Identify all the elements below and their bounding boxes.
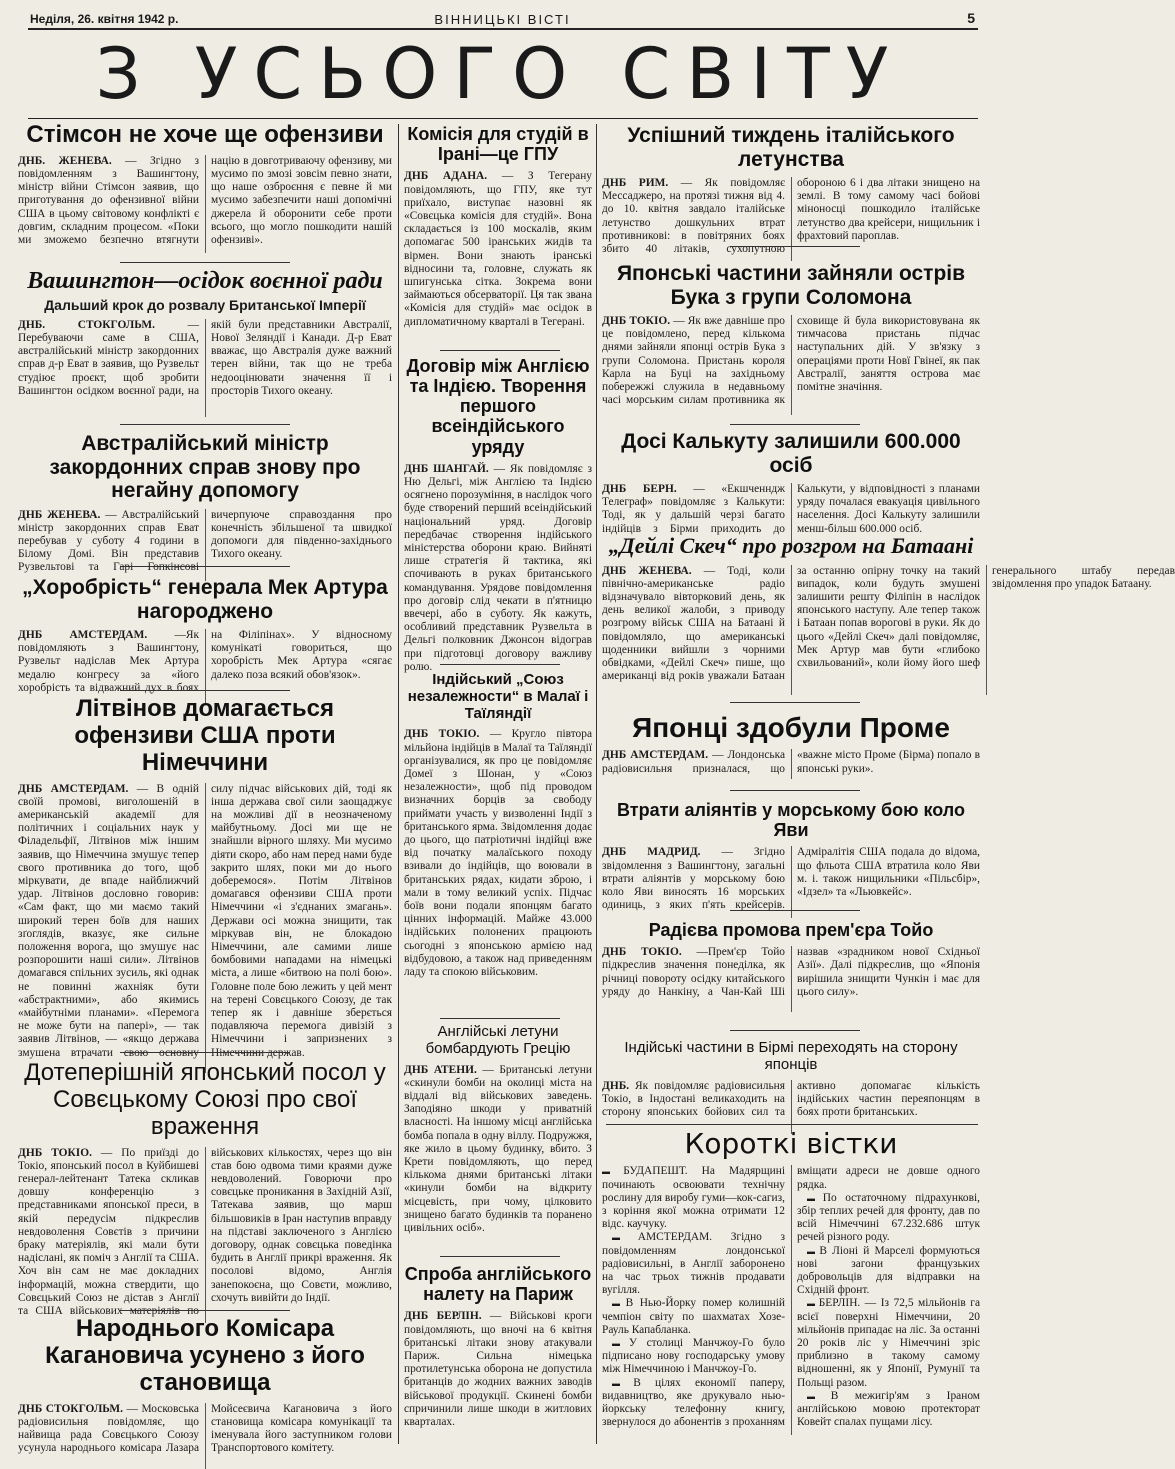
article-kaganovich — [18, 1315, 392, 1455]
article-body — [18, 1403, 392, 1469]
divider — [120, 1052, 290, 1053]
body-text: — Британські летуни «скинули бомби на околиці міста на віддалі від військових заведень. Заподіяно шкоди у приватній власності. На іншому місці англійська бомба попала в одну віллу. Подружжя, яке жило в цьому будинку, вбито. З Крети повідомляють, що перед кількома днями британські літаки «кинули бомби на відкриту місцевість, при чому, цілковито знищено багато будинків та поранено цивільних осіб». — [404, 1063, 592, 1235]
dateline: ДНБ РИМ. — [602, 177, 669, 190]
body-text: — Як повідомляє з Ню Дельгі, між Англією та Індією осягнено порозуміння, в наслідок чого буде створений перший всеіндійський національний уряд. Договір передбачає створення індійського міністерства оборони краю. Вийняті лише стратегія й тактика, які спочивають в руках британського командування. Урядове повідомлення про договір слід чекати в п'ятницю ввечері, або в суботу. Як кажуть, особливий представник Рузвельта в Дельгі полковник Джонсон відограв при підготовці договору важливу ролю. — [404, 462, 592, 673]
divider — [730, 910, 860, 911]
dateline: ДНБ ТОКІО. — [602, 946, 682, 959]
body-text: — Перебуваючи саме в США, австралійський міністр закордонних справ д-р Еват в заявив, що Рузвельт студіює проєкт, щоб зробити Вашингтон осідком воєнної ради, на якій були представники Австралії, Нової Зеляндії і Канади. Д-р Еват вважає, що Австралія дуже важний терен війни, так що не треба недооцінювати значення її і просторів Тихого океану. — [18, 318, 392, 397]
article-burma — [602, 1040, 980, 1122]
headline: Англійські летуни бомбардують Грецію — [425, 1023, 571, 1057]
article-short-news — [602, 1128, 980, 1446]
headline: Спроба англійського налету на Париж — [404, 1264, 592, 1305]
divider — [730, 246, 860, 247]
headline: „Хоробрість“ генерала Мек Артура нагороджено — [22, 576, 388, 623]
headline: Короткі вістки — [684, 1127, 898, 1160]
divider — [440, 350, 560, 351]
article-body — [18, 629, 392, 703]
headline: Японські частини зайняли острів Бука з групи Соломона — [616, 262, 966, 309]
body-text: — Як вже давніше про це повідомлено, перед кількома днями зайняли японці острів Бука з групи Соломона. Пристань короля Карла на Буці на західньому побережжі служила в недавньому часі морським силам противника як сховище й була використовувана як тимчасова пристань підчас наступальних дій. У зв'язку з операціями проти Новї Гвінеї, як пак Австралії, заняття острова має помітне значіння. — [602, 315, 980, 407]
body-text: — Тоді, коли північно-американське радіо відзначувало вівторковий день, як день великої жалоби, з приводу розгрому військ США на Батаані й повідомляло, що американські щоденники вийшли з чорними обвідками, «Дейлі Скеч» пише, що американці від років уважали Батаан за останню опірну точку на такий випадок, коли будуть змушені залишити решту Філіпін в наслідок японського наступу. Але тепер також і Батаан попав ворогові в руки. Як до цього «Дейлі Скеч» далі повідомляє, Мек Артур мав бути «глибоко схвильований», коли йому його шеф генерального штабу передав звідомлення про упадок Батаану. — [602, 564, 1175, 683]
divider — [730, 790, 860, 791]
article-australia — [18, 432, 392, 574]
body-text: — Лондонська радіовисильня призналася, що «важне місто Проме (Бірма) попало в японські руки». — [602, 749, 980, 775]
article-body — [404, 728, 592, 1024]
divider — [120, 1310, 290, 1311]
dateline: ДНБ. — [602, 1079, 630, 1092]
paper-name: ВІННИЦЬКІ ВІСТІ — [434, 12, 571, 27]
headline: Комісія для студій в Ірані—це ГПУ — [407, 124, 589, 165]
short-news-item: ▬ В Ліоні й Марселі формуються нові загони французьких добровольців для відправки на Східній фронт. — [797, 1245, 980, 1298]
article-paris — [404, 1264, 592, 1446]
article-body — [18, 1147, 392, 1323]
headline: Стімсон не хоче ще офензиви — [26, 121, 384, 148]
divider — [120, 262, 290, 263]
headline: Індійські частини в Бірмі переходять на сторону японців — [624, 1039, 958, 1073]
page-number: 5 — [967, 10, 975, 26]
body-text: — В одній своїй промові, виголошеній в американській академії для політичних і соціальних наук у Філадельфії, Літвінов між іншим заявив, що Німеччина змушує тепер свого противника до того, щоб міркувати, де впаде найближчий удар. Літвінов дословно говорив: «Сам факт, що ми маємо такий широкий терен боїв для наших зґоглядів, вказує, яке сильне положення ворога, що змушує нас розпорошити наші сили». Літвінов домагався спільних зусиль, які однак не повинні жахніяк бути «абстрактними», або якимись «майбутніми планами». «Перемога не може бути на папері», — так заявив Літвінов, — «якщо держава змушена втрачати свою основну силу підчас військових дій, тоді як інша держава свої сили заощаджує на можливі дії в неозначеному майбутньому. Досі ми ще не знайшли вірного шляху. Ми мусимо діяти скоро, або нам перед нами буде закрито шлях, поки ми до нього доберемося». Потім Літвінов домагався офензиви США проти Німеччини «і з'єднаних змагань». Держави осі можна знищити, так міркував він, не блокадою Німеччини, але самими лише бомбовими нападами на німецькі міста, а лише «битвою на полі бою». Головне поле бою лежить у цей мент на терені Совєцького Союзу, де так тепер як і давніше зберється подавляюча перемога дивізій з Німеччини і запризнених з Німеччини держав. — [18, 782, 392, 1059]
short-news-list — [602, 1165, 980, 1435]
column-divider-1 — [398, 124, 399, 1444]
divider — [730, 424, 860, 425]
article-japan-envoy — [18, 1059, 392, 1318]
section-title: З УСЬОГО СВІТУ — [95, 33, 905, 115]
article-stimson — [18, 122, 392, 262]
dateline: ДНБ БЕРЛІН. — [404, 1310, 482, 1323]
article-bataan — [602, 533, 1175, 698]
dateline: ДНБ АТЕНИ. — [404, 1063, 477, 1076]
dateline: ДНБ АМСТЕРДАМ. — [18, 782, 129, 795]
headline: Вашингтон—осідок воєнної ради — [27, 268, 383, 294]
article-body — [602, 749, 980, 779]
article-body — [602, 177, 980, 261]
headline: Досі Калькуту залишили 600.000 осіб — [621, 430, 961, 477]
body-text: —Прем'єр Тойо підкреслив значення понеділка, як річниці повороту осідку китайського уряду до Нанкіну, а Чан-Кай Ші назвав «зрадником нової Східньої Азії». Далі підкреслив, що «Японія вирішила знищити Чункін і має для цього силу». — [602, 946, 980, 998]
divider — [440, 1018, 560, 1019]
body-text: — Кругло півтора мільйона індійців в Малаї та Таїляндії організувалися, як про це повідомляє Домеї з Шонан, у «Союз незалежности», щоб під проводом визначних борців за свободу приймати участь у визволенні Індії з британського ярма. Звідомлення додає до цього, що патріотичні індійці вже від початку малаїського походу взивали до індійців, що воювали в британських рядах, кидати зброю, і мали в тому великий успіх. Підчас боїв вони подали японцям багато цінних інформацій. Майже 43.000 індійських полонених працюють сьогодні з японською армією над відбудовою, а також над приведенням ладу та спокою військовим. — [404, 728, 592, 979]
masthead-rule — [28, 28, 978, 30]
divider — [606, 1124, 978, 1125]
article-calcutta — [602, 430, 980, 535]
short-news-item: ▬ По остаточному підрахункові, збір теплих речей для фронту, дав по всій Німеччині 67.232.686 штук речей різного роду. — [797, 1192, 980, 1245]
headline: Літвінов домагається офензиви США проти Німеччини — [74, 695, 336, 776]
dateline: ДНБ ЖЕНЕВА. — [18, 508, 101, 521]
article-body — [18, 783, 392, 1073]
headline: Успішний тиждень італійського летунства — [627, 124, 955, 171]
article-washington — [18, 268, 392, 420]
article-java — [602, 800, 980, 910]
article-body — [18, 319, 392, 417]
headline: Втрати аліянтів у морському бою коло Яви — [617, 800, 965, 841]
article-india-union — [404, 672, 592, 1012]
article-body — [602, 1080, 980, 1134]
article-body — [18, 155, 392, 253]
divider — [120, 424, 290, 425]
short-news-item: ▬ В цілях економії паперу, видавництво, яке друкувало нью-йоркську телефонну книгу, звернулося до абонентів з проханням вміщати адреси не довше одного рядка. — [602, 1165, 980, 1429]
body-text: — Згідно з повідомленням з Вашингтону, міністр війни Стімсон заявив, що приготування до офензивної війни США в цьому світовому конфлікті є довгим, складним процесом. «Поки ми зможемо безпечно втягнути націю в довготриваючу офензиву, ми мусимо по змозі зовсім певно знати, що наше озброєння є певне й ми мусимо забезпечити наші допомічні джерела й оборонити себе проти всього, що могло пошкодити нашій офензиві». — [18, 154, 392, 247]
divider — [730, 702, 860, 703]
article-body — [602, 946, 980, 1012]
article-india-treaty — [404, 356, 592, 673]
body-text: —Як повідомляють з Вашингтону, Рузвельт надіслав Мек Артура медалю конгресу за «його хоробрість та відважний дух в боях на Філіпінах». У відносному комунікаті говориться, що хоробрість Мек Артура «сягає далеко поза всякий обов'язок». — [18, 629, 392, 694]
article-litvinov — [18, 695, 392, 1059]
body-text: — Австралійський міністр закордонних справ Еват перебував у суботу 4 години в Білому Домі. Він представив Рузвельтові та Гарі Гопкінсові вичерпуюче справоздання про конечність збільшеної та швидкої допомоги для південно-західнього Тихого океану. — [18, 508, 392, 574]
article-tojo — [602, 920, 980, 1022]
dateline: ДНБ МАДРИД. — [602, 846, 701, 859]
body-text: Як повідомляє радіовисильня Токіо, в Індостані великаходить на сторону японських бойових сил та активно допомагає кількість індійських частин переяпонцям в боях проти британських. — [602, 1079, 980, 1118]
subheadline: Дальший крок до розвалу Британської Імперії — [44, 296, 366, 313]
headline: „Дейлі Скеч“ про розгром на Батаані — [608, 533, 974, 558]
article-body — [602, 846, 980, 918]
dateline: ДНБ ЖЕНЕВА. — [602, 564, 692, 577]
body-text: — «Екшченндж Телеграф» повідомляє з Калькути: Тоді, як у дальшій черзі багато індійців з Бірми приходить до Калькути, у відповідності з планами уряду почалася евакуація цивільного населення. Досі Калькуту залишили менш-більш 600.000 осіб. — [602, 483, 980, 535]
dateline: ДНБ ТОКІО. — [602, 315, 671, 328]
short-news-item: ▬ БЕРЛІН. — Із 72,5 мільйонів га всієї поверхні Німеччини, 20 мільйонів припадає на ліс. За останні 20 років ліс у Німеччині зріс приблизно в такому самому відношенні, як у Японії, Румунії та Польщі разом. — [797, 1297, 980, 1389]
headline: Договір між Англією та Індією. Творення першого всеіндійського уряду — [406, 356, 590, 457]
divider — [440, 664, 560, 665]
headline: Індійський „Союз незалежности“ в Малаї і Таїляндії — [407, 671, 589, 722]
dateline: ДНБ ШАНГАЙ. — [404, 462, 489, 475]
divider — [730, 1030, 860, 1031]
section-rule — [28, 118, 978, 119]
dateline: ДНБ БЕРН. — [602, 483, 677, 496]
article-macarthur — [18, 576, 392, 694]
article-body — [602, 315, 980, 415]
divider — [440, 1256, 560, 1257]
dateline: ДНБ СТОКГОЛЬМ. — [18, 1402, 123, 1415]
body-text: — Згідно звідомлення з Вашингтону, загальні втрати аліянтів у морському бою коло Яви виносять 16 морських одиниць, з яких п'ять крейсерів. Адміралітія США подала до відома, що фльота США втратила коло Яви м. і. також нищильники «Пільсбір», «Ідзел» та «Льювкейс». — [602, 846, 980, 912]
article-italian — [602, 124, 980, 256]
headline: Дотеперішній японський посол у Совєцькому Союзі про свої враження — [24, 1059, 386, 1140]
issue-date: Неділя, 26. квітня 1942 р. — [30, 12, 179, 26]
body-text: — Військові кроги повідомляють, що вночі на 6 квітня британські літаки знову атакували Париж. Сильна німецька протилетунська оборона не допустила британців до жодних важних заводів військової продукції. Скинені бомби спричинили лише шкоди в житлових кварталах. — [404, 1310, 592, 1428]
headline: Японці здобули Проме — [632, 712, 950, 743]
article-prome — [602, 712, 980, 788]
article-iran — [404, 124, 592, 346]
article-greece — [404, 1024, 592, 1252]
article-body — [404, 1064, 592, 1250]
dateline: ДНБ. ЖЕНЕВА. — [18, 154, 112, 167]
divider — [120, 690, 290, 691]
headline: Народнього Комісара Кагановича усунено з його становища — [45, 1315, 365, 1396]
dateline: ДНБ. СТОКГОЛЬМ. — [18, 318, 155, 331]
body-text: — Московська радіовисильня повідомляє, що найвища рада Совєцького Союзу усунула народнього комісара Лазара Мойсеєвича Кагановича з його становища комісара комунікації та іменувала його заступником голови Транспортового комітету. — [18, 1402, 392, 1455]
short-news-item: ▬ У столиці Манчжоу-Го було підписано нову господарську умову між Німеччиною і Манчжоу-Го. — [602, 1337, 785, 1377]
column-divider-2 — [596, 124, 597, 1444]
short-news-item: ▬ В Нью-Йорку помер колишній чемпіон світу по шахматах Хозе-Рауль Капабланка. — [602, 1297, 785, 1337]
article-body — [602, 564, 1175, 695]
masthead — [30, 8, 975, 28]
dateline: ДНБ ТОКІО. — [404, 728, 480, 741]
dateline: ДНБ АМСТЕРДАМ. — [18, 629, 148, 642]
article-body — [18, 509, 392, 581]
dateline: ДНБ АДАНА. — [404, 170, 488, 183]
body-text: — По приїзді до Токіо, японський посол в Куйбишеві генерал-лейтенант Татека скликав довшу конференцію з представниками японської преси, в якій передусім підкреслив невдоволення Совєтів з причини браку матеріялів, які мали бути надіслані, як поміч з Англії та США. Хоч він сам не має докладних інформацій, можна ствердити, що Совєцький Союз не дістав з Англії та США військових матеріялів по військових кількостях, через що він став бою одвома тими краями дуже невдоволений. Говорючи про совєцьке проникання в Західній Азії, Татекава заявив, що марш більшовиків в Іран наступив вправду на підставі заключеного з Англією договору, однак совєцька поведінка будить в Англії прикрі враження. Як посолові відомо, Англія занепокоєна, що Совєти, можливо, схочуть вивійти до Індії. — [18, 1146, 392, 1318]
headline: Австралійський міністр закордонних справ знову про негайну допомогу — [49, 432, 361, 503]
short-news-item: ▬ В межигір'ям з Іраном англійською мовою протекторат Ковейт спалах пущами лісу. — [797, 1390, 980, 1430]
article-body — [404, 1310, 592, 1440]
body-text: — З Тегерану повідомляють, що ГПУ, яке тут приїхало, виступає назовні як «Совєцька комісія для студій». Вона складається із 100 москалів, яким допомагає 500 іранських жидів та вірмен. Вони знають іранські відносини та, головне, служать як шпигунська сітка. Зокрема вони займаються обсерваторії. Ця так звана «Комісія для студій» має осідок в дипломатичному кварталі в Тегерані. — [404, 170, 592, 328]
short-news-item: ▬ БУДАПЕШТ. На Мадярщині починають освоювати технічну рослину для виробу гуми—кок-сагиз, з коріння якої можна отримати 12 відс. каучуку. — [602, 1165, 785, 1231]
article-body — [404, 170, 592, 334]
article-buka — [602, 262, 980, 422]
dateline: ДНБ ТОКІО. — [18, 1146, 92, 1159]
article-body — [404, 463, 592, 689]
dateline: ДНБ АМСТЕРДАМ. — [602, 749, 709, 762]
headline: Радієва промова прем'єра Тойо — [648, 920, 934, 940]
divider — [120, 566, 290, 567]
short-news-item: ▬ АМСТЕРДАМ. Згідно з повідомленням лондонської радіовисильні, в Англії заборонено на час трьох тижнів продавати вугілля. — [602, 1231, 785, 1297]
body-text: — Як повідомляє Мессаджеро, на протязі тижня від 4. до 10. квітня завдало італійське летунство дошкульних втрат противникові: в повітряних боях збито 40 літаків, сухопутною обороною 6 і два літаки знищено на землі. В тому самому часі бойові міноносці пошкодило італійське летунство два крейсери, нищильник і фрахтовий пароплав. — [602, 177, 980, 256]
